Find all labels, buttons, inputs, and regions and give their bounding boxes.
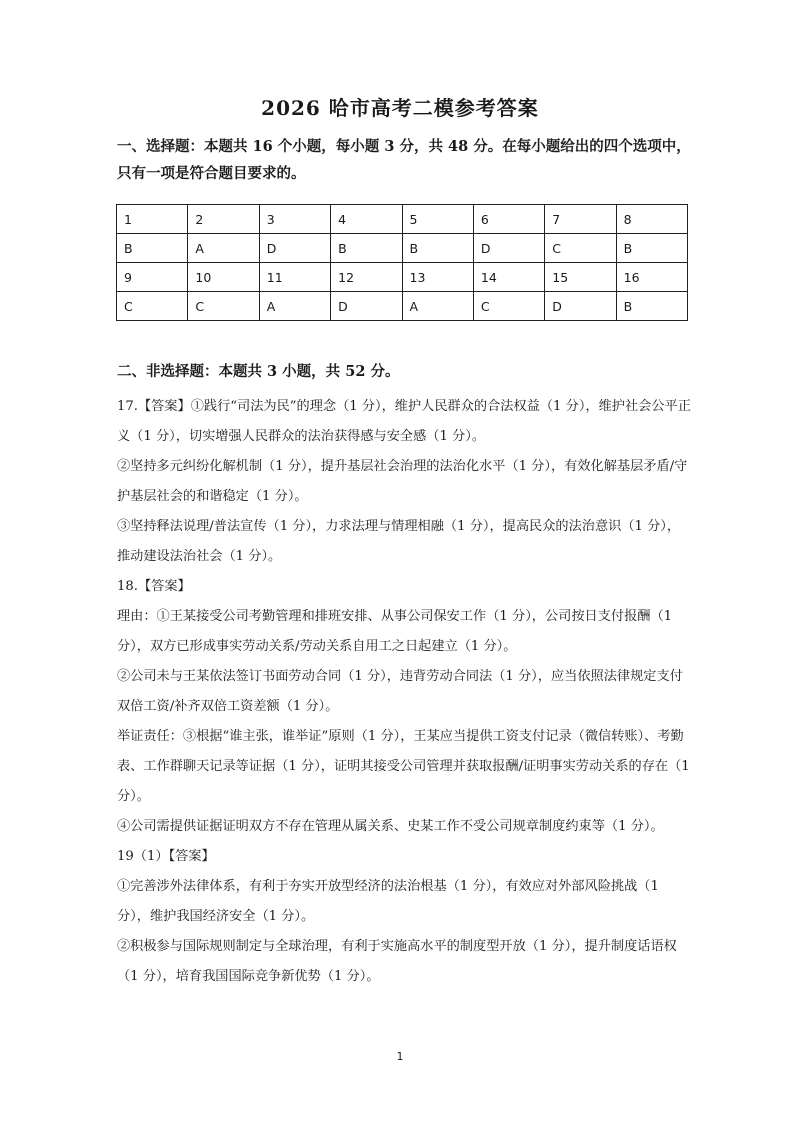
question-number-cell: 10 — [188, 263, 259, 292]
question-number-cell: 3 — [259, 205, 330, 234]
answer-paragraph: 理由：①王某接受公司考勤管理和排班安排、从事公司保安工作（1 分），公司按日支付报酬（1 分），双方已形成事实劳动关系/劳动关系自用工之日起建立（1 分）。 — [117, 609, 673, 654]
question-number-cell: 16 — [616, 263, 687, 292]
answer-paragraph: 17.【答案】①践行“司法为民”的理念（1 分），维护人民群众的合法权益（1 分），维护社会公平正义（1 分），切实增强人民群众的法治获得感与安全感（1 分）。 — [117, 399, 691, 444]
section-heading-choice: 一、选择题：本题共 16 个小题，每小题 3 分，共 48 分。在每小题给出的四个选项中，只有一项是符合题目要求的。 — [117, 138, 691, 182]
question-number-cell: 12 — [331, 263, 402, 292]
question-number-cell: 7 — [545, 205, 616, 234]
answer-cell: C — [117, 292, 188, 321]
question-number-cell: 4 — [331, 205, 402, 234]
question-number-cell: 5 — [402, 205, 473, 234]
table-row — [117, 234, 688, 263]
answer-cell: A — [402, 292, 473, 321]
question-number-cell: 14 — [473, 263, 544, 292]
answer-cell: D — [259, 234, 330, 263]
answer-cell: D — [331, 292, 402, 321]
answer-cell: A — [188, 234, 259, 263]
question-number-cell: 8 — [616, 205, 687, 234]
answer-cell: B — [402, 234, 473, 263]
answer-paragraph: ④公司需提供证据证明双方不存在管理从属关系、史某工作不受公司规章制度约束等（1 分）。 — [117, 819, 664, 834]
question-number-cell: 15 — [545, 263, 616, 292]
answer-paragraph: ②积极参与国际规则制定与全球治理，有利于实施高水平的制度型开放（1 分），提升制度话语权（1 分），培育我国国际竞争新优势（1 分）。 — [117, 939, 677, 984]
page-number: 1 — [396, 1050, 404, 1063]
answer-paragraph: ②公司未与王某依法签订书面劳动合同（1 分），违背劳动合同法（1 分），应当依照法律规定支付双倍工资/补齐双倍工资差额（1 分）。 — [117, 669, 683, 714]
question-number-cell: 11 — [259, 263, 330, 292]
answer-cell: C — [545, 234, 616, 263]
question-number-cell: 6 — [473, 205, 544, 234]
table-row — [117, 205, 688, 234]
question-number-cell: 1 — [117, 205, 188, 234]
answer-paragraph: ③坚持释法说理/普法宣传（1 分），力求法理与情理相融（1 分），提高民众的法治意识（1 分），推动建设法治社会（1 分）。 — [117, 519, 681, 564]
question-19-heading: 19（1）【答案】 — [117, 849, 215, 864]
answer-cell: D — [545, 292, 616, 321]
question-number-cell: 2 — [188, 205, 259, 234]
section-heading-nonchoice: 二、非选择题：本题共 3 小题，共 52 分。 — [117, 363, 400, 380]
question-18-heading: 18.【答案】 — [117, 579, 191, 594]
answer-paragraph: ②坚持多元纠纷化解机制（1 分），提升基层社会治理的法治化水平（1 分），有效化解基层矛盾/守护基层社会的和谐稳定（1 分）。 — [117, 459, 688, 504]
document-title: 2026 哈市高考二模参考答案 — [261, 96, 539, 120]
question-number-cell: 13 — [402, 263, 473, 292]
answer-cell: B — [616, 234, 687, 263]
answer-paragraph: ①完善涉外法律体系，有利于夯实开放型经济的法治根基（1 分），有效应对外部风险挑战（1 分），维护我国经济安全（1 分）。 — [117, 879, 659, 924]
answer-cell: B — [616, 292, 687, 321]
answer-cell: D — [473, 234, 544, 263]
answer-cell: B — [331, 234, 402, 263]
answer-paragraph: 举证责任：③根据“谁主张，谁举证”原则（1 分），王某应当提供工资支付记录（微信转账）、考勤表、工作群聊天记录等证据（1 分），证明其接受公司管理并获取报酬/证明事实劳动关系的存在（1 分）。 — [117, 729, 690, 804]
answer-body — [117, 392, 692, 992]
answer-key-table — [116, 204, 688, 321]
answer-cell: C — [473, 292, 544, 321]
table-row — [117, 292, 688, 321]
answer-cell: A — [259, 292, 330, 321]
answer-cell: C — [188, 292, 259, 321]
answer-cell: B — [117, 234, 188, 263]
question-number-cell: 9 — [117, 263, 188, 292]
table-row — [117, 263, 688, 292]
